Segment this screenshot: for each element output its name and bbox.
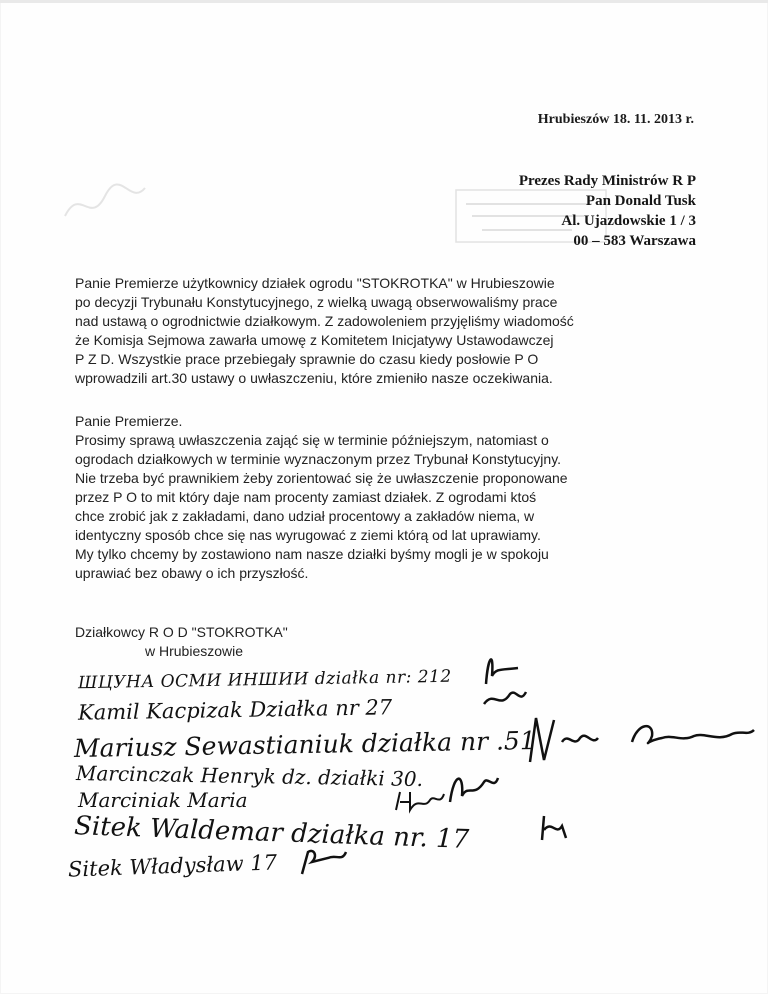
addressee-line: Al. Ujazdowskie 1 / 3 [561,213,696,229]
closing-line: w Hrubieszowie [145,643,244,659]
text-line: Prosimy sprawą uwłaszczenia zająć się w terminie późniejszym, natomiast o [75,432,549,448]
addressee-block [519,171,696,251]
signature-line: Marciniak Maria [78,788,248,812]
signature-line: Sitek Waldemar działka nr. 17 [73,811,470,855]
text-line: Panie Premierze użytkownicy działek ogrodu "STOKROTKA" w Hrubieszowie [75,275,555,291]
addressee-line: Prezes Rady Ministrów R P [518,173,696,189]
handwritten-signatures [0,640,768,890]
text-line: identyczny sposób chce się nas wyrugować z ziemi którą od lat uprawiamy. [75,527,541,543]
text-line: przez P O to mit który daje nam procenty zamiast działek. Z ogrodami ktoś [75,489,537,505]
signature-line: Sitek Władysław 17 [67,850,278,882]
text-line: wprowadzili art.30 ustawy o uwłaszczeniu, które zmieniło nasze oczekiwania. [75,370,553,386]
text-line: uprawiać bez obawy o ich przyszłość. [75,565,309,581]
paragraph-2 [75,412,700,583]
letter-date: Hrubieszów 18. 11. 2013 r. [537,112,694,127]
text-line: P Z D. Wszystkie prace przebiegały sprawnie do czasu kiedy posłowie P O [75,351,539,367]
paraph-mark [298,844,350,884]
signature-scrawl [522,712,758,768]
text-line: nad ustawą o ogrodnictwie działkowym. Z zadowoleniem przyjęliśmy wiadomość [75,313,574,329]
paraph-mark [536,810,572,846]
addressee-line: Pan Donald Tusk [585,193,696,209]
text-line: chce zrobić jak z zakładami, dano udział procentowy a zakładów niema, w [75,508,535,524]
scan-edge [0,0,768,3]
signature-line: Marcinczak Henryk dz. działki 30. [75,760,424,792]
text-line: że Komisja Sejmowa zawarła umowę z Komitetem Inicjatywy Ustawodawczej [75,332,554,348]
paraph-mark [444,768,500,808]
text-line: ogrodach działkowych w terminie wyznaczonym przez Trybunał Konstytucyjny. [75,451,562,467]
paragraph-1 [75,274,700,388]
text-line: Nie trzeba być prawnikiem żeby zorientować się że uwłaszczenie proponowane [75,470,568,486]
bleed-through-mark [60,176,150,236]
addressee-line: 00 – 583 Warszawa [573,233,696,249]
text-line: po decyzji Trybunału Konstytucyjnego, z wielką uwagą obserwowaliśmy prace [75,294,558,310]
text-line: My tylko chcemy by zostawiono nam nasze działki byśmy mogli je w spokoju [75,546,549,562]
signature-line: Mariusz Sewastianiuk działka nr .51 [73,725,536,764]
paraph-mark [480,684,530,714]
paraph-mark [392,786,446,816]
signature-line: ШЦУНА ОСМИ ИНШИИ działka nr: 212 [77,666,452,694]
text-line: Panie Premierze. [75,413,183,429]
closing-line: Działkowcy R O D "STOKROTKA" [75,624,288,640]
signature-line: Kamil Kacpizak Działka nr 27 [77,695,393,725]
